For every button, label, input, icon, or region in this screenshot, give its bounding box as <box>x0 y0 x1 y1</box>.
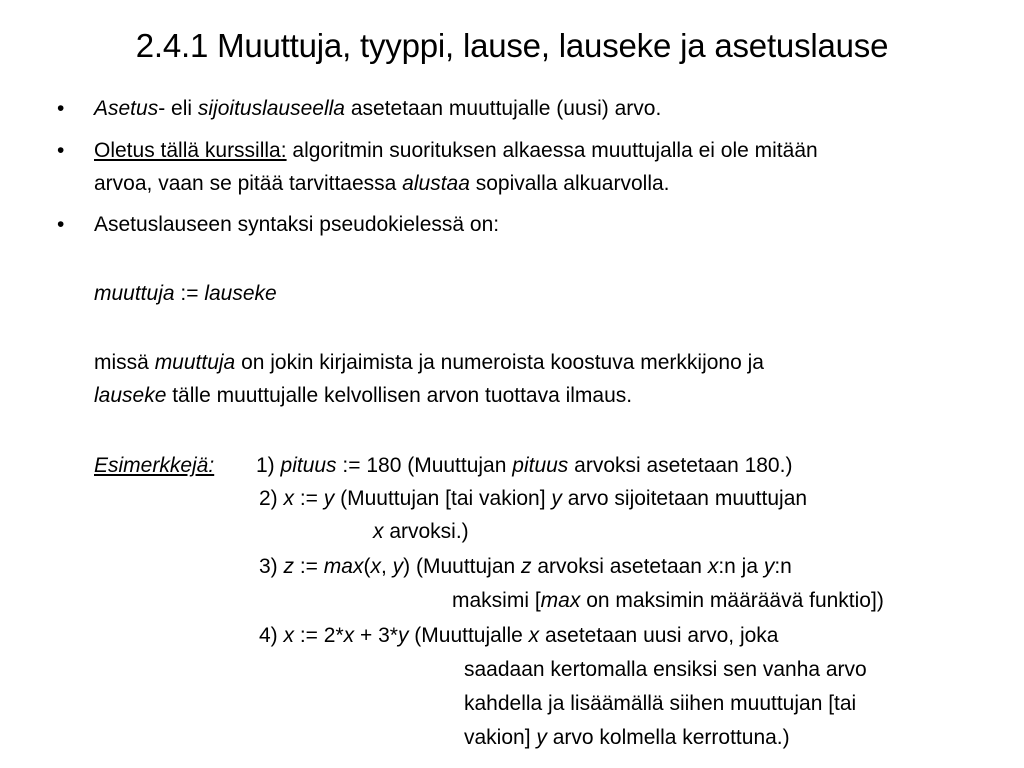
bullet-marker: • <box>57 97 65 120</box>
example-4-continued-2: kahdella ja lisäämällä siihen muuttujan [tai <box>464 692 857 715</box>
bullet-assignment-definition: Asetus- eli sijoituslauseella asetetaan muuttujalle (uusi) arvo. <box>94 97 662 120</box>
syntax-rule: muuttuja := lauseke <box>94 282 277 305</box>
bullet-marker: • <box>57 139 65 162</box>
example-2: 2) x := y (Muuttujan [tai vakion] y arvo sijoitetaan muuttujan <box>259 487 808 510</box>
bullet-marker: • <box>57 213 65 236</box>
example-4-continued-1: saadaan kertomalla ensiksi sen vanha arvo <box>464 658 867 681</box>
syntax-explanation-line1: missä muuttuja on jokin kirjaimista ja numeroista koostuva merkkijono ja <box>94 351 764 374</box>
syntax-explanation-line2: lauseke tälle muuttujalle kelvollisen arvon tuottava ilmaus. <box>94 384 633 407</box>
example-3: 3) z := max(x, y) (Muuttujan z arvoksi asetetaan x:n ja y:n <box>259 555 792 578</box>
slide-title: 2.4.1 Muuttuja, tyyppi, lause, lauseke ja asetuslause <box>135 27 889 64</box>
example-3-continued: maksimi [max on maksimin määräävä funktio]) <box>452 589 884 612</box>
bullet-syntax-intro: Asetuslauseen syntaksi pseudokielessä on: <box>94 213 500 236</box>
example-4-continued-3: vakion] y arvo kolmella kerrottuna.) <box>464 726 790 749</box>
example-2-continued: x arvoksi.) <box>373 520 469 543</box>
example-1: 1) pituus := 180 (Muuttujan pituus arvoksi asetetaan 180.) <box>256 454 793 477</box>
examples-label: Esimerkkejä: <box>94 454 215 477</box>
bullet-assumption-line2: arvoa, vaan se pitää tarvittaessa alustaa sopivalla alkuarvolla. <box>94 172 670 195</box>
example-4: 4) x := 2*x + 3*y (Muuttujalle x asetetaan uusi arvo, joka <box>259 624 779 647</box>
bullet-assumption-line1: Oletus tällä kurssilla: algoritmin suorituksen alkaessa muuttujalla ei ole mitään <box>94 139 818 162</box>
